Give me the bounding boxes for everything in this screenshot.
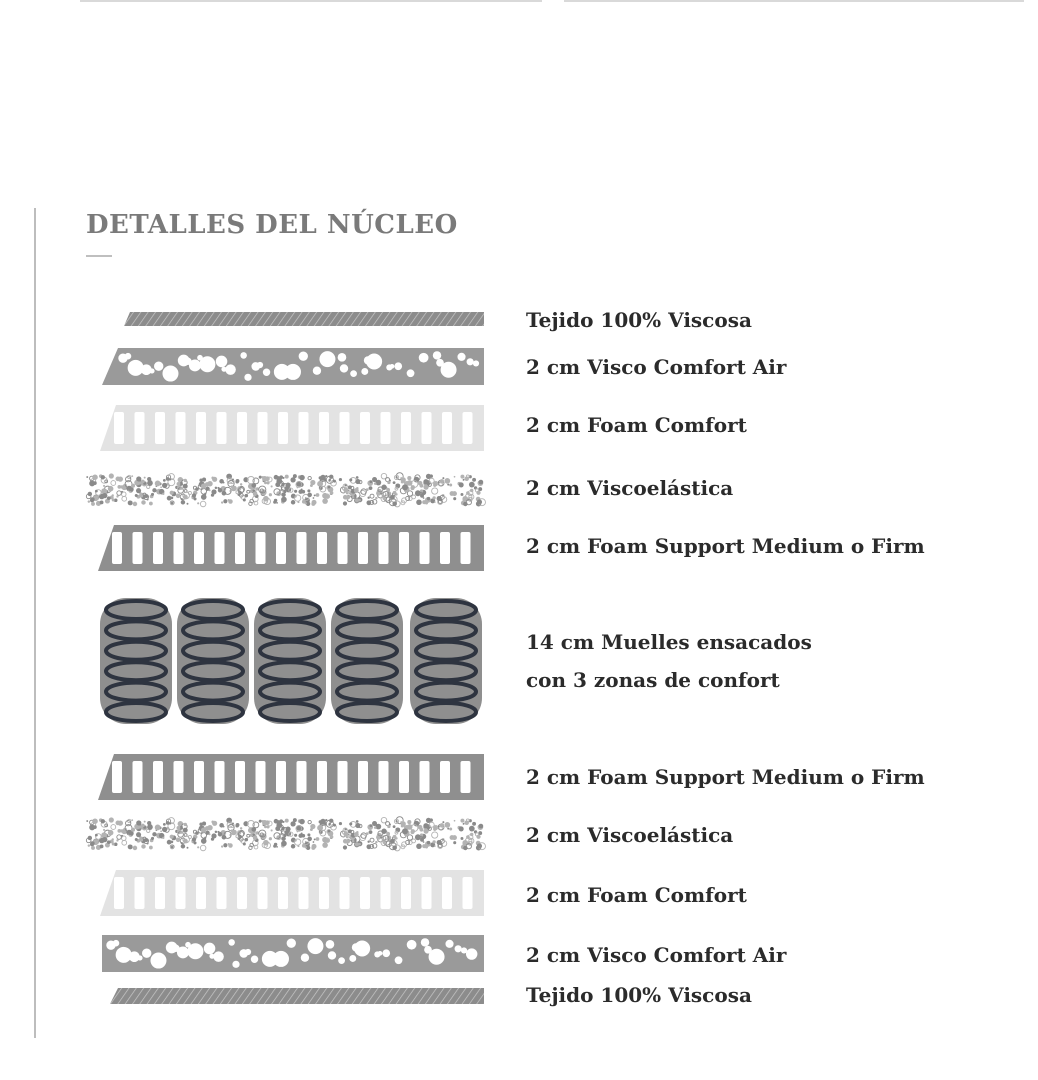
layer-foam-comfort-top bbox=[100, 405, 484, 451]
label-visco-comfort-air-top: 2 cm Visco Comfort Air bbox=[526, 355, 787, 379]
layer-viscoelastica-bottom bbox=[84, 817, 485, 851]
layer-foam-comfort-bottom bbox=[100, 870, 484, 916]
layer-foam-support-bottom bbox=[98, 754, 484, 800]
layer-viscoelastica-top bbox=[84, 473, 485, 507]
label-pocket-springs-line2: con 3 zonas de confort bbox=[526, 668, 780, 692]
layer-pocket-springs bbox=[100, 598, 482, 724]
layer-fabric-top bbox=[124, 312, 484, 326]
layer-visco-comfort-air-bottom bbox=[102, 935, 484, 972]
layer-visco-comfort-air-top bbox=[102, 348, 484, 385]
label-viscoelastica-top: 2 cm Viscoelástica bbox=[526, 476, 734, 500]
label-foam-comfort-bottom: 2 cm Foam Comfort bbox=[526, 883, 747, 907]
layer-fabric-bottom bbox=[110, 988, 484, 1004]
layer-foam-support-top bbox=[98, 525, 484, 571]
label-foam-support-top: 2 cm Foam Support Medium o Firm bbox=[526, 534, 925, 558]
label-foam-comfort-top: 2 cm Foam Comfort bbox=[526, 413, 747, 437]
label-fabric-bottom: Tejido 100% Viscosa bbox=[526, 983, 752, 1007]
label-visco-comfort-air-bottom: 2 cm Visco Comfort Air bbox=[526, 943, 787, 967]
label-foam-support-bottom: 2 cm Foam Support Medium o Firm bbox=[526, 765, 925, 789]
section-title: DETALLES DEL NÚCLEO bbox=[86, 210, 458, 240]
label-fabric-top: Tejido 100% Viscosa bbox=[526, 308, 752, 332]
label-viscoelastica-bottom: 2 cm Viscoelástica bbox=[526, 823, 734, 847]
label-pocket-springs-line1: 14 cm Muelles ensacados bbox=[526, 630, 812, 654]
